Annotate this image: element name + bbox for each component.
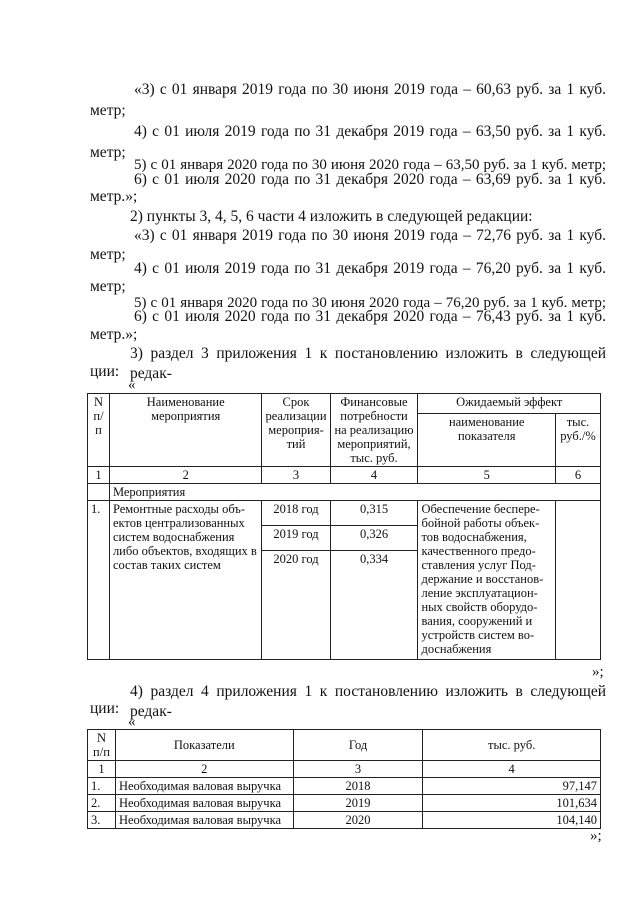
t1-section-spacer (88, 484, 110, 501)
para-7-line2: метр; (90, 278, 126, 295)
measures-table (87, 393, 601, 660)
para-4-line2: метр.»; (90, 188, 138, 205)
t1-header-num: N п/ п (88, 394, 110, 467)
t2-row-num: 3. (88, 812, 116, 829)
para-1-line1: «3) с 01 января 2019 года по 30 июня 2019 года – 60,63 руб. за 1 куб. (134, 81, 606, 98)
t1-row-name: Ремонтные расходы объ-ектов централизованных систем водоснабжения либо объектов, входящих в состав таких систем (109, 501, 262, 660)
t1-colnum-6: 6 (555, 467, 600, 484)
para-9-line1: 6) с 01 июля 2020 года по 31 декабря 2020 года – 76,43 руб. за 1 куб. (134, 308, 606, 325)
t2-row-value: 101,634 (423, 795, 601, 812)
t1-colnum-4: 4 (330, 467, 418, 484)
para-2-line1: 4) с 01 июля 2019 года по 31 декабря 2019 года – 63,50 руб. за 1 куб. (134, 123, 606, 140)
para-4-line1: 6) с 01 июля 2020 года по 31 декабря 2020 года – 63,69 руб. за 1 куб. (134, 171, 606, 188)
t2-row-value: 97,147 (423, 778, 601, 795)
para-11-line2: ции: (90, 700, 120, 717)
t2-row-num: 2. (88, 795, 116, 812)
t2-row-year: 2018 (293, 778, 423, 795)
t1-header-term: Срок реализации мероприя-тий (262, 394, 330, 467)
quote-close-2: »; (590, 828, 602, 844)
t1-value-2018: 0,315 (330, 501, 418, 526)
t1-year-2018: 2018 год (262, 501, 330, 526)
t1-section-title: Мероприятия (109, 484, 600, 501)
t2-header-value: тыс. руб. (423, 730, 601, 761)
para-9-line2: метр.»; (90, 326, 138, 343)
para-10-line1: 3) раздел 3 приложения 1 к постановлению изложить в следующей редак- (130, 345, 606, 382)
t2-row-year: 2019 (293, 795, 423, 812)
t1-effect-unit (555, 501, 600, 660)
quote-close-1: »; (592, 664, 604, 680)
t1-header-finance: Финансовые потребности на реализацию мероприятий, тыс. руб. (330, 394, 418, 467)
table-row (88, 795, 601, 812)
revenue-table (87, 729, 601, 829)
para-1-line2: метр; (90, 102, 126, 119)
t1-header-indicator-unit: тыс. руб./% (555, 414, 600, 467)
t1-row-num: 1. (88, 501, 110, 660)
t1-colnum-2: 2 (109, 467, 262, 484)
t1-colnum-5: 5 (418, 467, 556, 484)
para-3: 5) с 01 января 2020 года по 30 июня 2020 года – 63,50 руб. за 1 куб. метр; (134, 157, 606, 173)
para-10-line2: ции: (90, 363, 120, 380)
t1-effect-text: Обеспечение беспере-бойной работы объек-тов водоснабжения, качественного предо-ставления услуг Под-держание и восстанов-ление эксплуатацион-ных свойств оборудо-вания, сооружений и устройств систем во-доснабжения (418, 501, 556, 660)
t1-value-2020: 0,334 (330, 551, 418, 660)
t2-header-num: N п/п (88, 730, 116, 761)
t2-row-name: Необходимая валовая выручка (115, 795, 293, 812)
para-6-line2: метр; (90, 246, 126, 263)
t2-colnum-1: 1 (88, 761, 116, 778)
table-row (88, 812, 601, 829)
para-5: 2) пункты 3, 4, 5, 6 части 4 изложить в следующей редакции: (130, 208, 533, 225)
para-7-line1: 4) с 01 июля 2019 года по 31 декабря 2019 года – 76,20 руб. за 1 куб. (134, 260, 606, 277)
quote-open-1: « (128, 377, 136, 393)
t2-header-year: Год (293, 730, 423, 761)
t1-value-2019: 0,326 (330, 526, 418, 551)
t2-row-year: 2020 (293, 812, 423, 829)
t1-header-indicator-name: наименование показателя (418, 414, 556, 467)
t1-year-2019: 2019 год (262, 526, 330, 551)
t2-row-num: 1. (88, 778, 116, 795)
para-2-line2: метр; (90, 144, 126, 161)
t1-header-effect: Ожидаемый эффект (418, 394, 601, 414)
para-11-line1: 4) раздел 4 приложения 1 к постановлению изложить в следующей редак- (130, 683, 606, 720)
para-6-line1: «3) с 01 января 2019 года по 30 июня 2019 года – 72,76 руб. за 1 куб. (134, 227, 606, 244)
quote-open-2: « (128, 714, 136, 730)
t2-header-indicator: Показатели (115, 730, 293, 761)
table-row (88, 778, 601, 795)
t2-row-name: Необходимая валовая выручка (115, 778, 293, 795)
t2-colnum-4: 4 (423, 761, 601, 778)
t1-header-name: Наименование мероприятия (109, 394, 262, 467)
t1-colnum-3: 3 (262, 467, 330, 484)
t1-year-2020: 2020 год (262, 551, 330, 660)
t1-colnum-1: 1 (88, 467, 110, 484)
t2-colnum-3: 3 (293, 761, 423, 778)
para-8: 5) с 01 января 2020 года по 30 июня 2020 года – 76,20 руб. за 1 куб. метр; (134, 295, 606, 311)
t2-colnum-2: 2 (115, 761, 293, 778)
t2-row-name: Необходимая валовая выручка (115, 812, 293, 829)
t2-row-value: 104,140 (423, 812, 601, 829)
